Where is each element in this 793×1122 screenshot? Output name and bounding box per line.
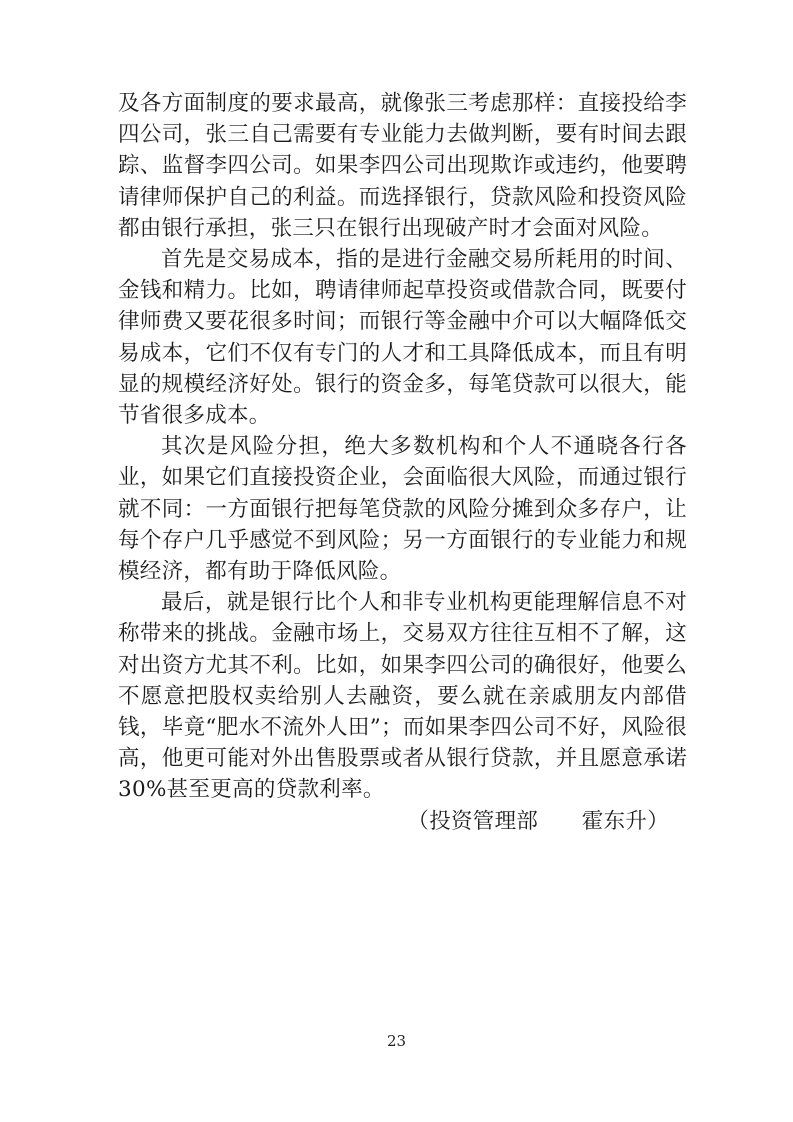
byline: （投资管理部 霍东升） xyxy=(407,808,669,834)
paragraph-risk-sharing: 其次是风险分担，绝大多数机构和个人不通晓各行各业，如果它们直接投资企业，会面临很大风险，而通过银行就不同：一方面银行把每笔贷款的风险分摊到众多存户，让每个存户几乎感觉不到风险；另一方面银行的专业能力和规模经济，都有助于降低风险。 xyxy=(118,434,687,585)
paragraph-transaction-costs: 首先是交易成本，指的是进行金融交易所耗用的时间、金钱和精力。比如，聘请律师起草投资或借款合同，既要付律师费又要花很多时间；而银行等金融中介可以大幅降低交易成本，它们不仅有专门的人才和工具降低成本，而且有明显的规模经济好处。银行的资金多，每笔贷款可以很大，能节省很多成本。 xyxy=(118,247,687,429)
paragraph-information-asymmetry: 最后，就是银行比个人和非专业机构更能理解信息不对称带来的挑战。金融市场上，交易双方往往互相不了解，这对出资方尤其不利。比如，如果李四公司的确很好，他要么不愿意把股权卖给别人去融资，要么就在亲戚朋友内部借钱，毕竟“肥水不流外人田”；而如果李四公司不好，风险很高，他更可能对外出售股票或者从银行贷款，并且愿意承诺 30%甚至更高的贷款利率。 xyxy=(118,590,687,803)
paragraph-continuation: 及各方面制度的要求最高，就像张三考虑那样：直接投给李四公司，张三自己需要有专业能力去做判断，要有时间去跟踪、监督李四公司。如果李四公司出现欺诈或违约，他要聘请律师保护自己的利益。而选择银行，贷款风险和投资风险都由银行承担，张三只在银行出现破产时才会面对风险。 xyxy=(118,91,687,241)
document-content xyxy=(118,88,687,837)
page-number: 23 xyxy=(386,1032,407,1050)
